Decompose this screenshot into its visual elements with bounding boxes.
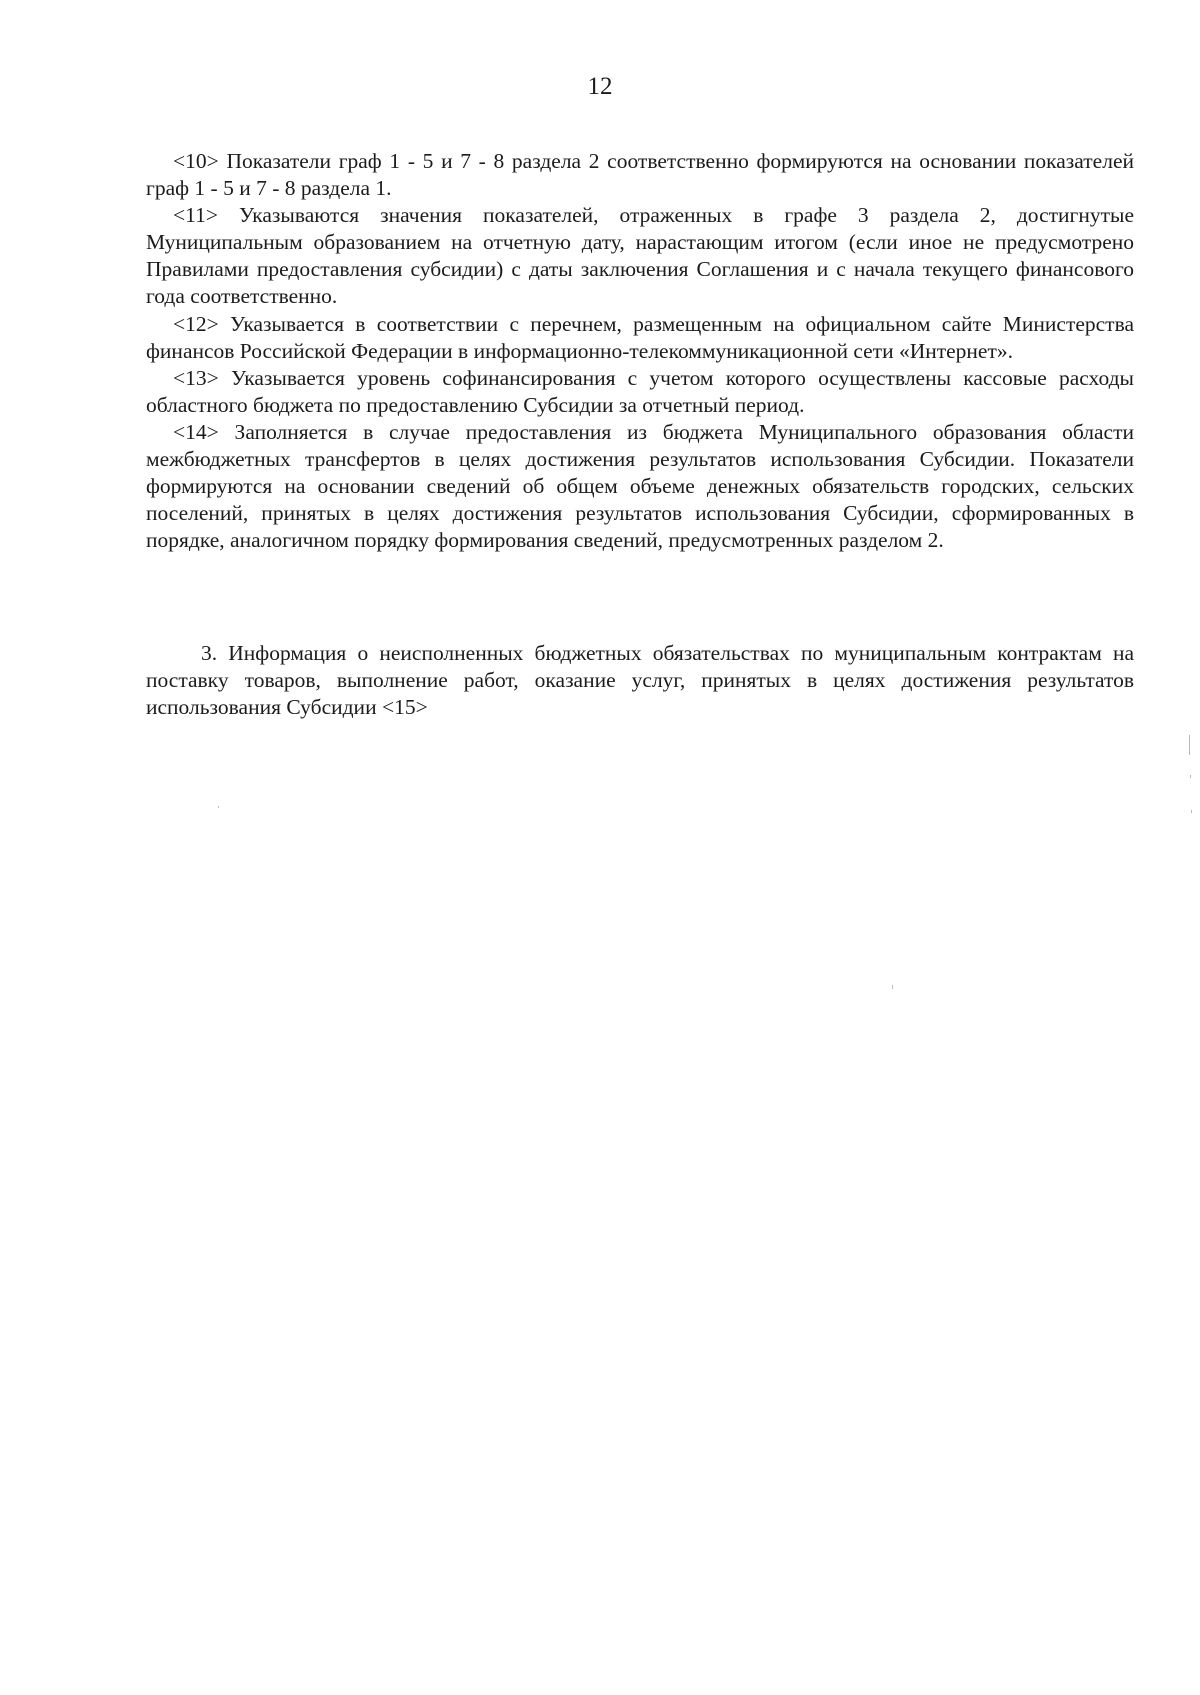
footnote-marker: <10>: [173, 149, 219, 173]
footnote-text: Указывается в соответствии с перечнем, размещенным на официальном сайте Министерства финансов Российской Федерации в информационно-телекоммуникационной сети «Интернет».: [146, 311, 1134, 363]
footnotes-block: [146, 148, 1134, 554]
footnote-marker: <14>: [173, 419, 219, 444]
section-3-text: 3. Информация о неисполненных бюджетных обязательствах по муниципальным контрактам на поставку товаров, выполнение работ, оказание услуг, принятых в целях достижения результатов использования Субсидии <15>: [146, 641, 1134, 720]
footnote-marker: <13>: [173, 365, 219, 390]
footnote-12: [146, 311, 1134, 365]
scan-artifact: [1190, 775, 1191, 778]
page-number: 12: [587, 73, 613, 100]
section-3-heading: [146, 640, 1134, 721]
footnote-text: Показатели граф 1 - 5 и 7 - 8 раздела 2 соответственно формируются на основании показателей граф 1 - 5 и 7 - 8 раздела 1.: [146, 149, 1134, 201]
scan-artifact: [892, 985, 893, 989]
scan-artifact: [1189, 735, 1190, 755]
footnote-text: Заполняется в случае предоставления из бюджета Муниципального образования области межбюджетных трансфертов в целях достижения результатов использования Субсидии. Показатели формируются на основании сведений об общем объеме денежных обязательств городских, сельских поселений, принятых в целях достижения результатов использования Субсидии, сформированных в порядке, аналогичном порядку формирования сведений, предусмотренных разделом 2.: [146, 419, 1134, 553]
scan-artifact: [1191, 810, 1192, 813]
footnote-10: [146, 148, 1134, 202]
footnote-marker: <11>: [173, 203, 218, 228]
footnote-13: [146, 365, 1134, 419]
scan-artifact: [218, 806, 219, 808]
footnote-11: [146, 202, 1134, 310]
footnote-text: Указываются значения показателей, отраженных в графе 3 раздела 2, достигнутые Муниципальным образованием на отчетную дату, нарастающим итогом (если иное не предусмотрено Правилами предоставления субсидии) с даты заключения Соглашения и с начала текущего финансового года соответственно.: [146, 203, 1134, 309]
footnote-marker: <12>: [173, 311, 219, 336]
footnote-14: [146, 419, 1134, 554]
footnote-text: Указывается уровень софинансирования с учетом которого осуществлены кассовые расходы областного бюджета по предоставлению Субсидии за отчетный период.: [146, 365, 1134, 417]
